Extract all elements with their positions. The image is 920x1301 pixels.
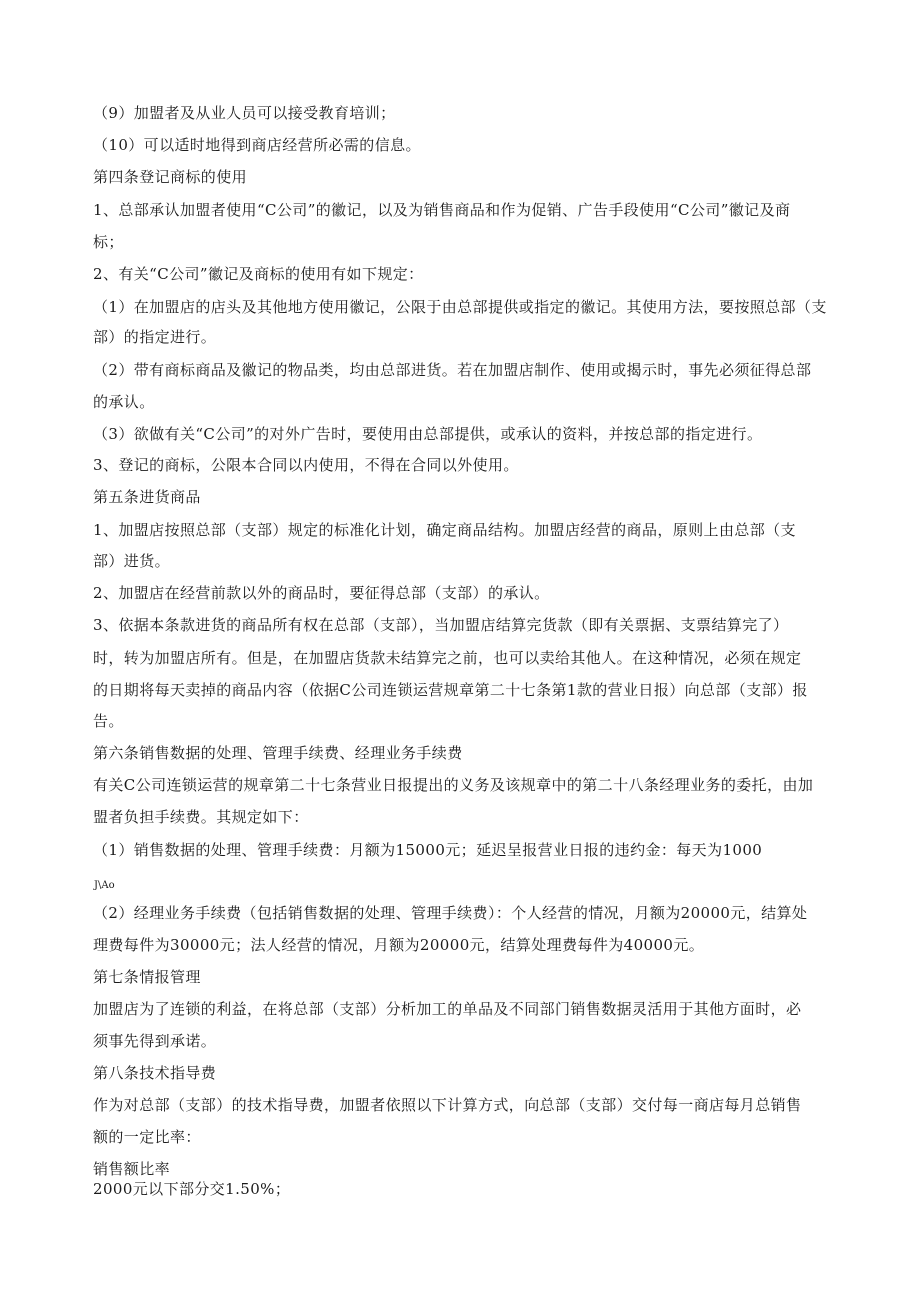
paragraph-line: 销售额比率 (93, 1160, 171, 1178)
article-4-heading: 第四条登记商标的使用 (93, 168, 248, 186)
paragraph-line: 有关C公司连锁运营的规章第二十七条营业日报提出的义务及该规章中的第二十八条经理业务的委托，由加 (93, 776, 814, 794)
item-9: （9）加盟者及从业人员可以接受教育培训； (93, 104, 396, 122)
paragraph-line: 时，转为加盟店所有。但是，在加盟店货款未结算完之前，也可以卖给其他人。在这种情况，必须在规定 (93, 649, 802, 667)
paragraph-line: 3、登记的商标，公限本合同以内使用，不得在合同以外使用。 (93, 456, 519, 474)
paragraph-line: 3、依据本条款进货的商品所有权在总部（支部），当加盟店结算完货款（即有关票据、支票结算完了） (93, 616, 789, 634)
paragraph-line: 的日期将每天卖掉的商品内容（依据C公司连锁运营规章第二十七条第1款的营业日报）向总部（支部）报 (93, 681, 808, 699)
paragraph-line: （2）经理业务手续费（包括销售数据的处理、管理手续费）：个人经营的情况，月额为20000元，结算处 (93, 904, 808, 922)
paragraph-line: 1、总部承认加盟者使用“C公司”的徽记，以及为销售商品和作为促销、广告手段使用“C公司”徽记及商 (93, 201, 791, 219)
paragraph-line: 加盟店为了连锁的利益，在将总部（支部）分析加工的单品及不同部门销售数据灵活用于其他方面时，必 (93, 1000, 802, 1018)
paragraph-line: 告。 (93, 712, 124, 730)
paragraph-line: 2000元以下部分交1.50%； (93, 1180, 291, 1198)
paragraph-line: 部）的指定进行。 (93, 328, 217, 346)
paragraph-line: 盟者负担手续费。其规定如下： (93, 808, 309, 826)
paragraph-line: 标； (93, 233, 124, 251)
paragraph-line: 1、加盟店按照总部（支部）规定的标准化计划，确定商品结构。加盟店经营的商品，原则上由总部（支 (93, 521, 796, 539)
article-8-heading: 第八条技术指导费 (93, 1064, 217, 1082)
paragraph-line: 作为对总部（支部）的技术指导费，加盟者依照以下计算方式，向总部（支部）交付每一商店每月总销售 (93, 1096, 802, 1114)
paragraph-line: 2、有关“C公司”徽记及商标的使用有如下规定： (93, 265, 424, 283)
paragraph-line: 2、加盟店在经营前款以外的商品时，要征得总部（支部）的承认。 (93, 584, 550, 602)
paragraph-line: （1）在加盟店的店头及其他地方使用徽记，公限于由总部提供或指定的徽记。其使用方法，要按照总部（支 (93, 298, 827, 316)
paragraph-line: 理费每件为30000元；法人经营的情况，月额为20000元，结算处理费每件为40000元。 (93, 936, 705, 954)
article-7-heading: 第七条情报管理 (93, 968, 201, 986)
item-10: （10）可以适时地得到商店经营所必需的信息。 (93, 136, 421, 154)
paragraph-line: （3）欲做有关“C公司”的对外广告时，要使用由总部提供，或承认的资料，并按总部的指定进行。 (93, 425, 763, 443)
article-6-heading: 第六条销售数据的处理、管理手续费、经理业务手续费 (93, 744, 463, 762)
paragraph-line: 的承认。 (93, 393, 155, 411)
garbled-fragment: J\Ao (94, 880, 115, 891)
article-5-heading: 第五条进货商品 (93, 488, 201, 506)
paragraph-line: （1）销售数据的处理、管理手续费：月额为15000元；延迟呈报营业日报的违约金：每天为1000 (93, 841, 763, 859)
paragraph-line: 须事先得到承诺。 (93, 1032, 217, 1050)
paragraph-line: 部）进货。 (93, 552, 171, 570)
paragraph-line: 额的一定比率： (93, 1128, 201, 1146)
paragraph-line: （2）带有商标商品及徽记的物品类，均由总部进货。若在加盟店制作、使用或揭示时，事先必须征得总部 (93, 361, 812, 379)
